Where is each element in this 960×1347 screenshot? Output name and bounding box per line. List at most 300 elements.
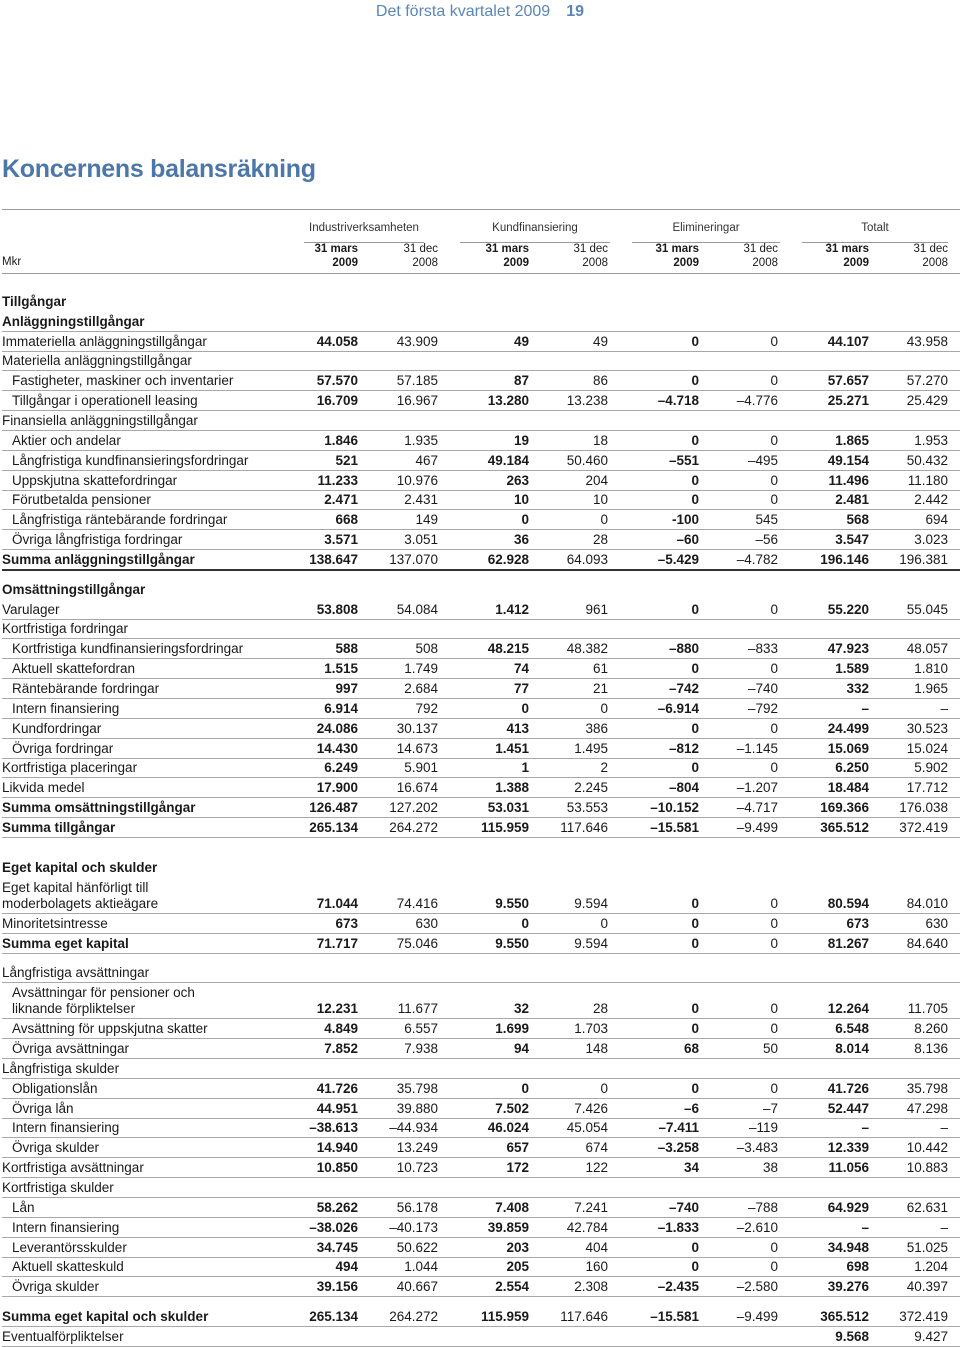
cell-value: –3.258 — [657, 1140, 699, 1156]
cell-value: 42.784 — [566, 1219, 608, 1235]
table-row — [2, 413, 960, 429]
cell-value: 54.084 — [396, 601, 438, 617]
cell-value: 48.215 — [487, 641, 529, 657]
cell-value: 2.684 — [404, 681, 438, 696]
cell-value: 0 — [521, 915, 529, 931]
cell-value: 17.712 — [906, 780, 948, 796]
cell-value: 10 — [592, 492, 608, 508]
cell-value: 74 — [513, 661, 529, 677]
cell-value: 0 — [770, 895, 778, 911]
cell-value: 7.241 — [574, 1199, 608, 1215]
cell-value: 9.568 — [835, 1328, 869, 1344]
cell-value: 68 — [683, 1041, 699, 1057]
row-label: Likvida medel — [2, 780, 85, 796]
cell-value: 38 — [762, 1160, 778, 1176]
table-row — [2, 1220, 960, 1236]
table-row — [2, 780, 960, 796]
cell-value: 39.880 — [396, 1100, 438, 1116]
table-row — [2, 334, 960, 350]
cell-value: 205 — [506, 1259, 529, 1275]
cell-value: 372.419 — [899, 819, 948, 835]
table-row — [2, 760, 960, 776]
table-row — [2, 1240, 960, 1256]
row-label: Kortfristiga placeringar — [2, 760, 138, 776]
cell-value: 2.245 — [574, 780, 608, 796]
cell-value: 365.512 — [820, 819, 869, 835]
cell-value: 55.045 — [906, 601, 948, 617]
cell-value: –3.483 — [736, 1140, 778, 1156]
cell-value: –1.207 — [736, 780, 778, 796]
column-header-3: 31 mars 2009 — [485, 243, 529, 269]
table-row — [2, 641, 960, 657]
cell-value: –551 — [668, 452, 699, 468]
cell-value: 43.958 — [906, 333, 948, 349]
cell-value: –2.610 — [736, 1219, 778, 1235]
cell-value: 673 — [335, 915, 358, 931]
cell-value: 62.928 — [487, 551, 529, 567]
row-label: Aktuell skattefordran — [12, 661, 136, 677]
cell-value: 71.717 — [316, 935, 358, 951]
cell-value: 9.594 — [574, 935, 608, 951]
cell-value: 53.808 — [316, 601, 358, 617]
cell-value: 1.703 — [574, 1021, 608, 1037]
cell-value: 6.250 — [835, 760, 869, 776]
cell-value: 0 — [521, 512, 529, 528]
cell-value: 3.571 — [324, 532, 358, 548]
row-label: Övriga fordringar — [12, 740, 114, 756]
cell-value: – — [940, 1219, 948, 1235]
cell-value: 0 — [691, 915, 699, 931]
row-label: Avsättningar för pensioner och liknande förpliktelser — [12, 985, 195, 1017]
cell-value: 50.622 — [396, 1239, 438, 1255]
cell-value: 57.657 — [827, 373, 869, 389]
cell-value: 10.976 — [396, 472, 438, 488]
row-label: Leverantörsskulder — [12, 1239, 127, 1255]
row-label: Aktier och andelar — [12, 432, 121, 448]
cell-value: 50.460 — [566, 452, 608, 468]
cell-value: 11.677 — [397, 1001, 438, 1017]
cell-value: 39.156 — [316, 1279, 358, 1295]
cell-value: 0 — [770, 373, 778, 389]
cell-value: 11.705 — [907, 1001, 948, 1017]
cell-value: 30.523 — [906, 720, 948, 736]
row-label: Eget kapital och skulder — [2, 859, 158, 875]
cell-value: 0 — [691, 472, 699, 488]
table-row — [2, 353, 960, 369]
table-row — [2, 936, 960, 952]
cell-value: 35.798 — [906, 1080, 948, 1096]
cell-value: 80.594 — [827, 895, 869, 911]
cell-value: 49 — [592, 333, 608, 349]
row-label: Materiella anläggningstillgångar — [2, 353, 192, 369]
table-row — [2, 294, 960, 310]
column-header-8: 31 dec 2008 — [913, 243, 948, 269]
cell-value: 75.046 — [396, 935, 438, 951]
cell-value: 77 — [513, 681, 529, 696]
cell-value: 10.850 — [316, 1160, 358, 1176]
table-row — [2, 879, 960, 912]
cell-value: 1 — [521, 760, 529, 776]
cell-value: –9.499 — [736, 1309, 778, 1325]
row-label: Långfristiga skulder — [2, 1060, 120, 1076]
cell-value: –2.435 — [657, 1279, 699, 1295]
row-label: Aktuell skatteskuld — [12, 1259, 124, 1275]
cell-value: 1.589 — [835, 661, 869, 677]
cell-value: 6.914 — [324, 700, 358, 716]
cell-value: 0 — [691, 601, 699, 617]
table-row — [2, 1061, 960, 1077]
row-label: Förutbetalda pensioner — [12, 492, 151, 508]
cell-value: 0 — [691, 333, 699, 349]
cell-value: 149 — [415, 512, 438, 528]
cell-value: –7.411 — [658, 1120, 699, 1136]
cell-value: 28 — [592, 532, 608, 548]
table-row — [2, 820, 960, 836]
cell-value: 6.548 — [835, 1021, 869, 1037]
cell-value: –792 — [747, 700, 778, 716]
cell-value: 8.260 — [914, 1021, 948, 1037]
cell-value: 25.429 — [906, 393, 948, 409]
cell-value: –15.581 — [650, 1309, 699, 1325]
cell-value: 0 — [770, 720, 778, 736]
table-row — [2, 860, 960, 876]
column-header-2: 31 dec 2008 — [403, 243, 438, 269]
cell-value: 0 — [521, 700, 529, 716]
cell-value: 1.495 — [574, 740, 608, 756]
row-label: Intern finansiering — [12, 1219, 120, 1235]
row-label: Övriga skulder — [12, 1279, 100, 1295]
cell-value: 5.901 — [404, 760, 438, 776]
cell-value: 372.419 — [899, 1309, 948, 1325]
cell-value: 203 — [506, 1239, 529, 1255]
cell-value: 137.070 — [389, 551, 438, 567]
cell-value: –38.613 — [309, 1120, 358, 1136]
cell-value: 204 — [585, 472, 608, 488]
cell-value: 64.929 — [827, 1199, 869, 1215]
cell-value: 2.442 — [914, 492, 948, 508]
cell-value: 14.673 — [396, 740, 438, 756]
cell-value: –10.152 — [650, 800, 699, 816]
title-divider — [2, 209, 960, 210]
cell-value: 0 — [770, 661, 778, 677]
cell-value: 1.749 — [404, 661, 438, 677]
table-row — [2, 453, 960, 469]
cell-value: 694 — [925, 512, 948, 528]
table-row — [2, 433, 960, 449]
table-row — [2, 552, 960, 568]
row-label: Summa anläggningstillgångar — [2, 551, 195, 567]
cell-value: 792 — [415, 700, 438, 716]
running-header — [376, 3, 584, 21]
table-row — [2, 661, 960, 677]
cell-value: 0 — [770, 1021, 778, 1037]
row-label: Immateriella anläggningstillgångar — [2, 333, 207, 349]
cell-value: 657 — [506, 1140, 529, 1156]
cell-value: 698 — [846, 1259, 869, 1275]
table-row — [2, 1081, 960, 1097]
column-header-5: 31 mars 2009 — [655, 243, 699, 269]
cell-value: 1.865 — [835, 432, 869, 448]
cell-value: 365.512 — [820, 1309, 869, 1325]
cell-value: 1.953 — [914, 432, 948, 448]
row-label: Uppskjutna skattefordringar — [12, 472, 178, 488]
table-row — [2, 1041, 960, 1057]
cell-value: 13.249 — [396, 1140, 438, 1156]
cell-value: 14.430 — [316, 740, 358, 756]
table-row — [2, 582, 960, 598]
cell-value: 28 — [592, 1001, 608, 1017]
row-label: Långfristiga räntebärande fordringar — [12, 512, 228, 528]
cell-value: -100 — [671, 512, 699, 528]
cell-value: 32 — [513, 1001, 529, 1017]
row-label: Fastigheter, maskiner och inventarier — [12, 373, 234, 389]
cell-value: 10.723 — [396, 1160, 438, 1176]
cell-value: 62.631 — [906, 1199, 948, 1215]
row-label: Övriga lån — [12, 1100, 74, 1116]
cell-value: –4.782 — [736, 551, 778, 567]
cell-value: 7.408 — [495, 1199, 529, 1215]
cell-value: 53.031 — [487, 800, 529, 816]
cell-value: 0 — [770, 1001, 778, 1017]
cell-value: –812 — [668, 740, 699, 756]
column-header-4: 31 dec 2008 — [573, 243, 608, 269]
cell-value: 84.640 — [906, 935, 948, 951]
cell-value: 10.442 — [906, 1140, 948, 1156]
table-row — [2, 741, 960, 757]
cell-value: –880 — [668, 641, 699, 657]
cell-value: 51.025 — [906, 1239, 948, 1255]
cell-value: –44.934 — [389, 1120, 438, 1136]
cell-value: 61 — [592, 661, 608, 677]
row-label: Kundfordringar — [12, 720, 102, 736]
table-row — [2, 473, 960, 489]
cell-value: 16.967 — [396, 393, 438, 409]
cell-value: 264.272 — [389, 1309, 438, 1325]
row-label: Summa tillgångar — [2, 819, 116, 835]
cell-value: 50.432 — [906, 452, 948, 468]
cell-value: 172 — [506, 1160, 529, 1176]
row-label: Eget kapital hänförligt till moderbolagets aktieägare — [2, 879, 159, 911]
cell-value: 64.093 — [566, 551, 608, 567]
cell-value: 8.136 — [914, 1041, 948, 1057]
cell-value: 17.900 — [316, 780, 358, 796]
cell-value: 36 — [513, 532, 529, 548]
cell-value: 12.231 — [316, 1001, 358, 1017]
cell-value: 0 — [770, 1239, 778, 1255]
table-row — [2, 965, 960, 981]
cell-value: –60 — [676, 532, 699, 548]
cell-value: 0 — [770, 333, 778, 349]
cell-value: 6.249 — [324, 760, 358, 776]
cell-value: 630 — [415, 915, 438, 931]
cell-value: 6.557 — [404, 1021, 438, 1037]
cell-value: 3.547 — [835, 532, 869, 548]
cell-value: 41.726 — [316, 1080, 358, 1096]
cell-value: 0 — [691, 1239, 699, 1255]
cell-value: 176.038 — [899, 800, 948, 816]
table-row — [2, 602, 960, 618]
cell-value: 160 — [585, 1259, 608, 1275]
cell-value: 0 — [770, 432, 778, 448]
row-label: Summa eget kapital — [2, 935, 129, 951]
cell-value: 49.184 — [487, 452, 529, 468]
cell-value: 0 — [600, 700, 608, 716]
cell-value: 673 — [846, 915, 869, 931]
row-label: Kortfristiga fordringar — [2, 621, 129, 637]
column-header-1: 31 mars 2009 — [314, 243, 358, 269]
row-label: Tillgångar i operationell leasing — [12, 393, 198, 409]
cell-value: 34.745 — [316, 1239, 358, 1255]
row-label: Kortfristiga kundfinansieringsfordringar — [12, 641, 244, 657]
table-row — [2, 492, 960, 508]
table-row — [2, 1101, 960, 1117]
cell-value: 49 — [513, 333, 529, 349]
row-label: Kortfristiga skulder — [2, 1180, 114, 1195]
cell-value: –495 — [747, 452, 778, 468]
cell-value: 24.499 — [827, 720, 869, 736]
cell-value: 0 — [600, 512, 608, 528]
cell-value: 47.923 — [827, 641, 869, 657]
cell-value: 10.883 — [906, 1160, 948, 1176]
row-label: Intern finansiering — [12, 1120, 120, 1136]
cell-value: 9.427 — [914, 1328, 948, 1344]
cell-value: 2.481 — [835, 492, 869, 508]
cell-value: 48.057 — [906, 641, 948, 657]
cell-value: 494 — [335, 1259, 358, 1275]
cell-value: 9.550 — [495, 895, 529, 911]
running-header-title: Det första kvartalet 2009 — [375, 3, 551, 20]
cell-value: –5.429 — [657, 551, 699, 567]
cell-value: – — [861, 700, 869, 716]
cell-value: 630 — [925, 915, 948, 931]
cell-value: – — [861, 1120, 869, 1136]
row-label: Övriga skulder — [12, 1140, 100, 1156]
table-row — [2, 512, 960, 528]
cell-value: 115.959 — [480, 819, 529, 835]
cell-value: 115.959 — [480, 1309, 529, 1325]
row-label: Finansiella anläggningstillgångar — [2, 412, 198, 428]
cell-value: 997 — [335, 681, 358, 696]
cell-value: –40.173 — [389, 1219, 438, 1235]
cell-value: 41.726 — [827, 1080, 869, 1096]
table-row — [2, 985, 960, 1017]
cell-value: 1.810 — [914, 661, 948, 677]
cell-value: –6 — [683, 1100, 699, 1116]
group-header-industri: Industriverksamheten — [304, 222, 424, 234]
row-label: Intern finansiering — [12, 700, 120, 716]
cell-value: 0 — [691, 492, 699, 508]
row-label: Avsättning för uppskjutna skatter — [12, 1021, 208, 1037]
cell-value: – — [940, 1120, 948, 1136]
cell-value: 2.431 — [404, 492, 438, 508]
row-label: Långfristiga avsättningar — [2, 965, 150, 981]
column-header-6: 31 dec 2008 — [743, 243, 778, 269]
cell-value: –788 — [747, 1199, 778, 1215]
table-row — [2, 701, 960, 717]
cell-value: 45.054 — [566, 1120, 608, 1136]
cell-value: –38.026 — [309, 1219, 358, 1235]
cell-value: 14.940 — [316, 1140, 358, 1156]
cell-value: –1.833 — [657, 1219, 699, 1235]
cell-value: –804 — [668, 780, 699, 796]
cell-value: 7.502 — [495, 1100, 529, 1116]
row-label: Summa omsättningstillgångar — [2, 800, 196, 816]
row-label: Kortfristiga avsättningar — [2, 1160, 144, 1176]
cell-value: 7.852 — [324, 1041, 358, 1057]
cell-value: 44.107 — [827, 333, 869, 349]
cell-value: 15.024 — [906, 740, 948, 756]
cell-value: 13.238 — [566, 393, 608, 409]
cell-value: 0 — [770, 760, 778, 776]
cell-value: 11.496 — [828, 472, 869, 488]
table-row — [2, 1259, 960, 1275]
cell-value: 4.849 — [324, 1021, 358, 1037]
cell-value: 0 — [770, 1259, 778, 1275]
cell-value: 40.667 — [396, 1279, 438, 1295]
table-row — [2, 1140, 960, 1156]
row-label: Omsättningstillgångar — [2, 581, 146, 597]
row-label: Tillgångar — [2, 293, 67, 309]
cell-value: 50 — [762, 1041, 778, 1057]
row-label: Lån — [12, 1199, 35, 1215]
cell-value: 0 — [691, 1021, 699, 1037]
cell-value: 1.965 — [914, 681, 948, 696]
cell-value: 2.471 — [324, 492, 358, 508]
cell-value: 1.412 — [495, 601, 529, 617]
cell-value: 117.646 — [560, 1309, 608, 1325]
cell-value: 0 — [691, 935, 699, 951]
table-row — [2, 1200, 960, 1216]
cell-value: 10 — [513, 492, 529, 508]
cell-value: 0 — [691, 760, 699, 776]
table-row — [2, 721, 960, 737]
cell-value: 53.553 — [566, 800, 608, 816]
cell-value: 25.271 — [827, 393, 869, 409]
cell-value: 1.846 — [324, 432, 358, 448]
cell-value: 0 — [770, 472, 778, 488]
cell-value: –1.145 — [736, 740, 778, 756]
cell-value: 386 — [585, 720, 608, 736]
cell-value: –4.776 — [736, 393, 778, 409]
cell-value: 3.023 — [914, 532, 948, 548]
cell-value: 86 — [592, 373, 608, 389]
cell-value: 35.798 — [396, 1080, 438, 1096]
cell-value: 81.267 — [827, 935, 869, 951]
cell-value: 40.397 — [906, 1279, 948, 1295]
cell-value: 1.044 — [404, 1259, 438, 1275]
row-label: Övriga avsättningar — [12, 1041, 130, 1057]
cell-value: 196.381 — [899, 551, 948, 567]
row-label: Eventualförpliktelser — [2, 1328, 124, 1344]
cell-value: 961 — [585, 601, 608, 617]
cell-value: 127.202 — [389, 800, 438, 816]
cell-value: 2.308 — [574, 1279, 608, 1295]
cell-value: 34.948 — [827, 1239, 869, 1255]
cell-value: 332 — [846, 681, 869, 696]
cell-value: 0 — [770, 1080, 778, 1096]
cell-value: 1.935 — [404, 432, 438, 448]
cell-value: 87 — [513, 373, 529, 389]
cell-value: 0 — [691, 1080, 699, 1096]
cell-value: 48.382 — [566, 641, 608, 657]
cell-value: 74.416 — [396, 895, 438, 911]
cell-value: 58.262 — [316, 1199, 358, 1215]
table-row — [2, 1180, 960, 1196]
cell-value: 24.086 — [316, 720, 358, 736]
cell-value: 12.264 — [827, 1001, 869, 1017]
group-header-kundfinansiering: Kundfinansiering — [460, 222, 610, 234]
cell-value: 0 — [691, 432, 699, 448]
